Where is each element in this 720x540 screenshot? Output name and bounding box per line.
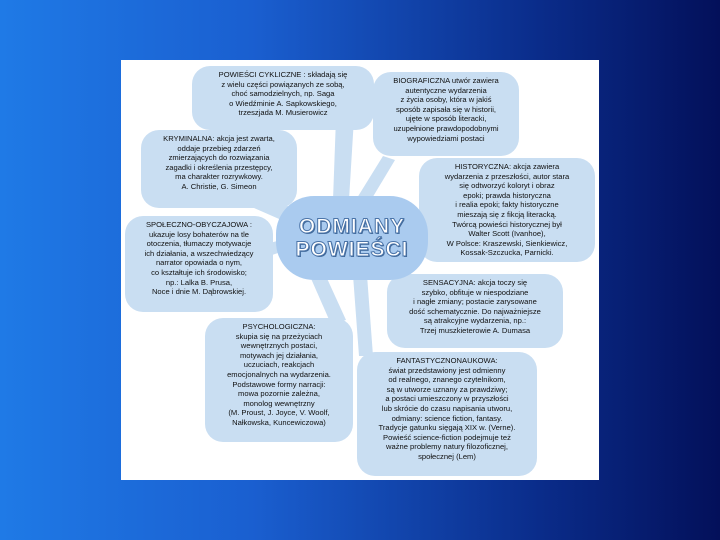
- connector-top: [333, 118, 354, 200]
- bubble-kryminalna: KRYMINALNA: akcja jest zwarta, oddaje przebieg zdarzeń zmierzających do rozwiązania zagadki i określenia przestępcy, ma charakter rozrywkowy. A. Christie, G. Simeon: [141, 130, 297, 208]
- center-title-line1: ODMIANY: [298, 215, 406, 238]
- bubble-historyczna: HISTORYCZNA: akcja zawiera wydarzenia z przeszłości, autor stara się odtworzyć koloryt i obraz epoki; prawda historyczna i realia epoki; fakty historyczne mieszają się z fikcją literacką. Twórcą powieści historycznej był Walter Scott (Ivanhoe), W Polsce: Kraszewski, Sienkiewicz, Kossak-Szczucka, Parnicki.: [419, 158, 595, 262]
- center-title: [276, 196, 428, 280]
- connector-fantastyczna: [353, 275, 373, 356]
- bubble-powiesci-cykliczne: POWIEŚCI CYKLICZNE : składają się z wielu części powiązanych ze sobą, choć samodzielnych, np. Saga o Wiedźminie A. Sapkowskiego, trzeszjada M. Musierowicz: [192, 66, 374, 130]
- bubble-psychologiczna: PSYCHOLOGICZNA: skupia się na przeżyciach wewnętrznych postaci, motywach jej działania, uczuciach, reakcjach emocjonalnych na wydarzenia. Podstawowe formy narracji: mowa pozornie zależna, monolog wewnętrzny (M. Proust, J. Joyce, V. Woolf, Nałkowska, Kuncewiczowa): [205, 318, 353, 442]
- bubble-fantastycznonaukowa: FANTASTYCZNONAUKOWA: świat przedstawiony jest odmienny od realnego, znanego czytelnikom, są w utworze uznany za prawdziwy; a postaci umieszczony w przyszłości lub skrócie do czasu napisania utworu, odmiany: science fiction, fantasy. Tradycje gatunku sięgają XIX w. (Verne). Powieść science-fiction podejmuje też ważne problemy natury filozoficznej, społecznej (Lem): [357, 352, 537, 476]
- bubble-spoleczno-obyczajowa: SPOŁECZNO-OBYCZAJOWA : ukazuje losy bohaterów na tle otoczenia, tłumaczy motywacje ich działania, a wszechwiedzący narrator opowiada o nym, co kształtuje ich środowisko; np.: Lalka B. Prusa, Noce i dnie M. Dąbrowskiej.: [125, 216, 273, 312]
- center-title-line2: POWIEŚCI: [295, 238, 409, 261]
- bubble-biograficzna: BIOGRAFICZNA utwór zawiera autentyczne wydarzenia z życia osoby, która w jakiś sposób zapisała się w historii, ujęte w sposób literacki, uzupełnione prawdopodobnymi wypowiedziami postaci: [373, 72, 519, 156]
- bubble-sensacyjna: SENSACYJNA: akcja toczy się szybko, obfituje w niespodziane i nagłe zmiany; postacie zarysowane dość schematycznie. Do najważniejsze są atrakcyjne wydarzenia, np.: Trzej muszkieterowie A. Dumasa: [387, 274, 563, 348]
- connector-psychologiczna: [309, 274, 346, 324]
- diagram-slide: [121, 60, 599, 480]
- connector-biograficzna: [357, 156, 395, 200]
